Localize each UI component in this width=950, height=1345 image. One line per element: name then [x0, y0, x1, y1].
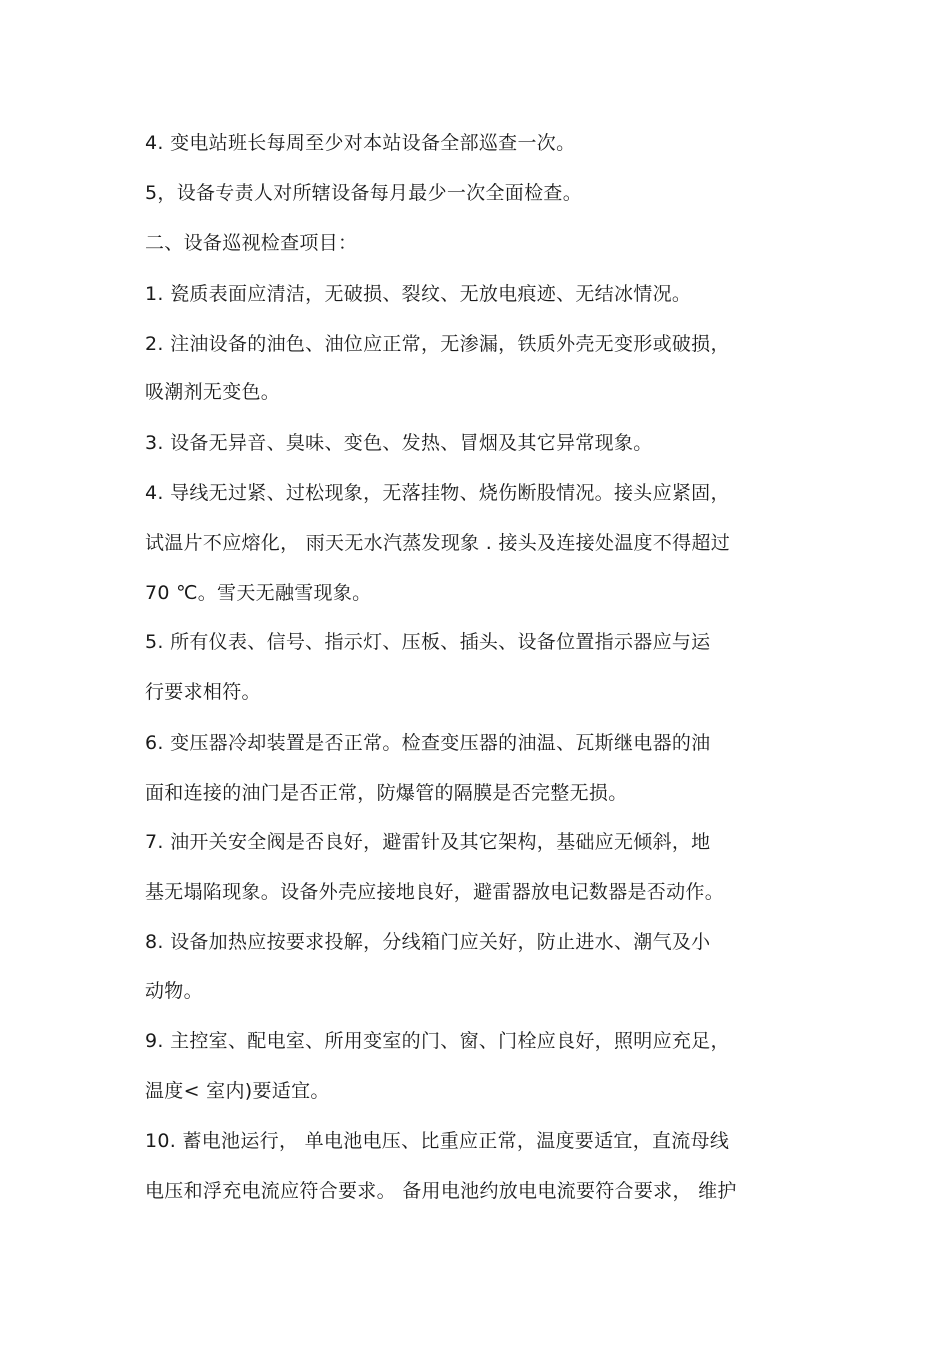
text-line: 6. 变压器冷却装置是否正常。检查变压器的油温、瓦斯继电器的油	[145, 732, 711, 754]
text-line: 吸潮剂无变色。	[145, 381, 281, 403]
text-line: 试温片不应熔化， 雨天无水汽蒸发现象 . 接头及连接处温度不得超过	[145, 532, 731, 554]
text-line: 行要求相符。	[145, 681, 261, 703]
text-line: 动物。	[145, 980, 203, 1002]
text-line: 4. 导线无过紧、过松现象，无落挂物、烧伤断股情况。接头应紧固，	[145, 482, 730, 504]
text-line: 9. 主控室、配电室、所用变室的门、窗、门栓应良好，照明应充足，	[145, 1030, 730, 1052]
text-line: 7. 油开关安全阀是否良好，避雷针及其它架构，基础应无倾斜，地	[145, 831, 711, 853]
text-line: 2. 注油设备的油色、油位应正常，无渗漏，铁质外壳无变形或破损，	[145, 333, 730, 355]
text-line: 4. 变电站班长每周至少对本站设备全部巡查一次。	[145, 132, 576, 154]
text-line: 5，设备专责人对所辖设备每月最少一次全面检查。	[145, 182, 582, 204]
text-line: 3. 设备无异音、臭味、变色、发热、冒烟及其它异常现象。	[145, 432, 653, 454]
text-line: 8. 设备加热应按要求投解，分线箱门应关好，防止进水、潮气及小	[145, 931, 711, 953]
text-line: 面和连接的油门是否正常，防爆管的隔膜是否完整无损。	[145, 782, 628, 804]
section-heading: 二、设备巡视检查项目：	[145, 232, 358, 254]
text-line: 70 ℃。雪天无融雪现象。	[145, 582, 372, 604]
text-line: 温度< 室内)要适宜。	[145, 1080, 330, 1102]
text-line: 5. 所有仪表、信号、指示灯、压板、插头、设备位置指示器应与运	[145, 631, 711, 653]
text-line: 电压和浮充电流应符合要求。 备用电池约放电电流要符合要求， 维护	[145, 1180, 737, 1202]
text-line: 基无塌陷现象。设备外壳应接地良好，避雷器放电记数器是否动作。	[145, 881, 725, 903]
text-line: 10. 蓄电池运行， 单电池电压、比重应正常，温度要适宜，直流母线	[145, 1130, 730, 1152]
text-line: 1. 瓷质表面应清洁，无破损、裂纹、无放电痕迹、无结冰情况。	[145, 283, 692, 305]
